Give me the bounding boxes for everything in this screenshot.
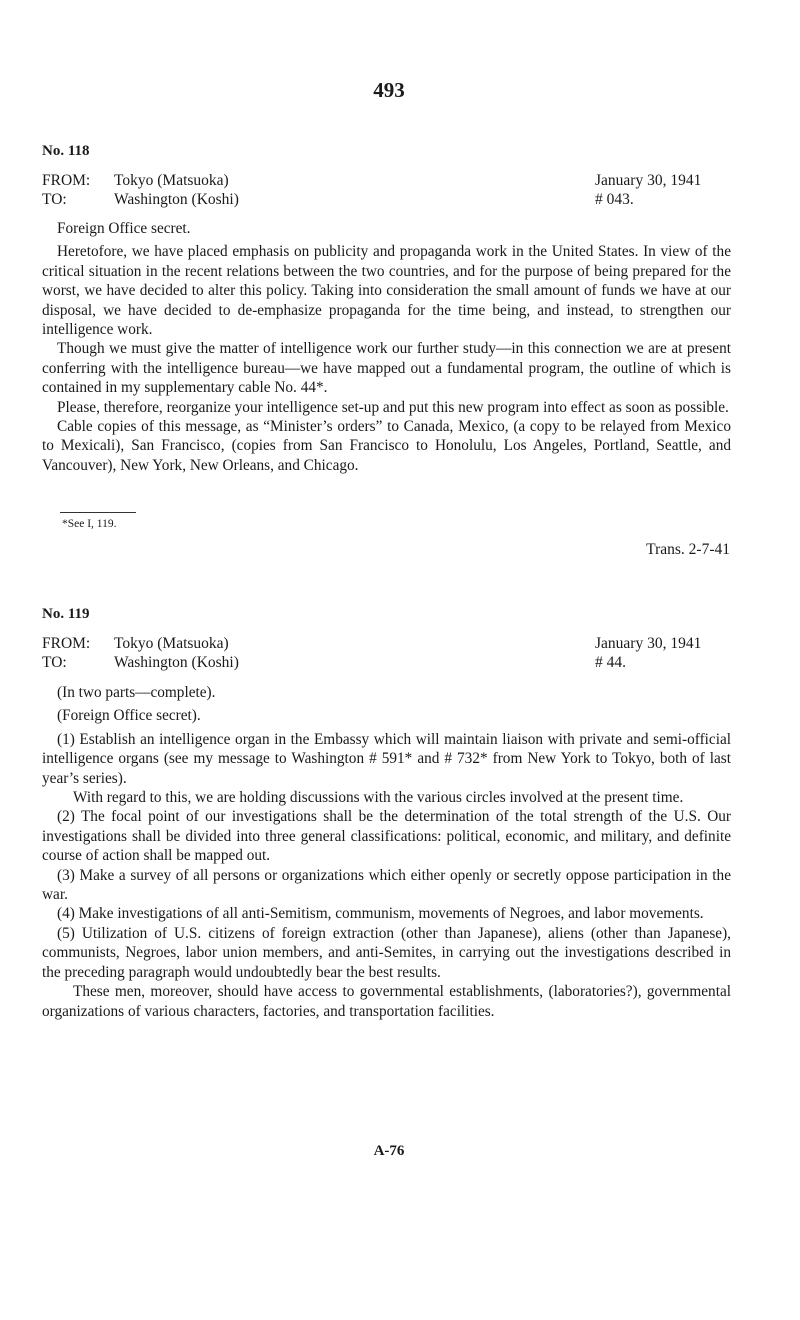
from-value: Tokyo (Matsuoka) <box>114 635 229 652</box>
paragraph: (5) Utilization of U.S. citizens of foreign extraction (other than Japanese), aliens (other than Japanese), communists, Negroes, labor union members, and anti-Semites, in carrying out the investigations described in the preceding paragraph would undoubtedly bear the best results. <box>42 924 731 981</box>
from-label: FROM: <box>42 172 91 189</box>
page-number: 493 <box>373 78 405 102</box>
to-value: Washington (Koshi) <box>114 654 239 671</box>
paragraph: (3) Make a survey of all persons or organizations which either openly or secretly oppose participation in the war. <box>42 866 731 904</box>
paragraph: Heretofore, we have placed emphasis on publicity and propaganda work in the United States. In view of the critical situation in the recent relations between the two countries, and for the purpose of being prepared for the worst, we have decided to alter this policy. Taking into consideration the small amount of funds we have at our disposal, we have decided to de-emphasize propaganda for the time being, and instead, to strengthen our intelligence work. <box>42 243 731 339</box>
from-label: FROM: <box>42 635 91 652</box>
footnote: *See I, 119. <box>62 518 117 530</box>
paragraph: Cable copies of this message, as “Minister’s orders” to Canada, Mexico, (a copy to be relayed from Mexico to Mexicali), San Francisco, (copies from San Francisco to Honolulu, Los Angeles, Portland, Seattle, and Vancouver), New York, New Orleans, and Chicago. <box>42 418 731 474</box>
to-label: TO: <box>42 191 67 208</box>
paragraph: (4) Make investigations of all anti-Semitism, communism, movements of Negroes, and labor movements. <box>57 905 704 923</box>
to-label: TO: <box>42 654 67 671</box>
paragraph: With regard to this, we are holding discussions with the various circles involved at the present time. <box>73 789 684 807</box>
message-number: No. 119 <box>42 606 90 622</box>
message-body <box>42 683 731 1021</box>
footnote-divider <box>60 512 136 513</box>
message-ref: # 043. <box>595 191 634 208</box>
paragraph: Foreign Office secret. <box>57 220 191 237</box>
message-header <box>42 634 732 672</box>
paragraph: (1) Establish an intelligence organ in the Embassy which will maintain liaison with private and semi-official intelligence organs (see my message to Washington # 591* and # 732* from New York to Tokyo, both of last year’s series). <box>42 730 731 787</box>
footer-page-number: A-76 <box>373 1143 405 1159</box>
message-date: January 30, 1941 <box>595 635 702 652</box>
message-date: January 30, 1941 <box>595 172 702 189</box>
paragraph: (In two parts—complete). <box>57 684 216 701</box>
paragraph: Please, therefore, reorganize your intelligence set-up and put this new program into effect as soon as possible. <box>57 398 729 416</box>
to-value: Washington (Koshi) <box>114 191 239 208</box>
message-body <box>42 219 731 475</box>
paragraph: These men, moreover, should have access to governmental establishments, (laboratories?), governmental organizations of various characters, factories, and transportation facilities. <box>42 983 731 1020</box>
from-value: Tokyo (Matsuoka) <box>114 172 229 189</box>
translation-date: Trans. 2-7-41 <box>646 541 730 558</box>
paragraph: Though we must give the matter of intelligence work our further study—in this connection we are at present conferring with the intelligence bureau—we have mapped out a fundamental program, the outline of which is contained in my supplementary cable No. 44*. <box>42 340 731 397</box>
message-number: No. 118 <box>42 143 90 159</box>
paragraph: (2) The focal point of our investigations shall be the determination of the total strength of the U.S. Our investigations shall be divided into three general classifications: political, economic, and military, and definite course of action shall be mapped out. <box>42 808 731 865</box>
message-header <box>42 171 732 209</box>
paragraph: (Foreign Office secret). <box>57 707 201 725</box>
message-ref: # 44. <box>595 654 626 671</box>
